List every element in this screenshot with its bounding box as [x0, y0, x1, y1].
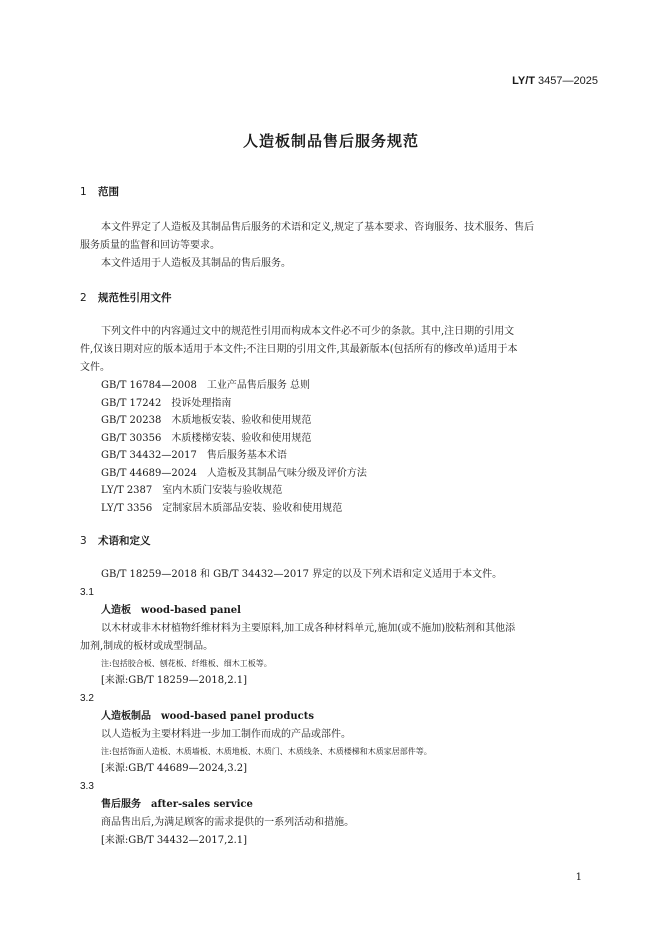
section-title: 术语和定义	[98, 535, 151, 547]
section-number: 3	[80, 535, 87, 547]
paragraph-line: 件,仅该日期对应的版本适用于本文件;不注日期的引用文件,其最新版本(包括所有的修改单)适用于本	[80, 344, 518, 355]
page-number: 1	[575, 872, 582, 883]
reference-name: 木质楼梯安装、验收和使用规范	[171, 432, 312, 444]
section-heading	[80, 290, 600, 305]
section-number: 1	[80, 186, 87, 198]
definition-line: 商品售出后,为满足顾客的需求提供的一系列活动和措施。	[101, 817, 355, 828]
section-title: 规范性引用文件	[98, 292, 172, 304]
reference-code: GB/T 44689—2024	[101, 467, 197, 479]
section-heading	[80, 184, 600, 199]
paragraph: 本文件适用于人造板及其制品的售后服务。	[101, 258, 291, 269]
term-note: 注:包括胶合板、刨花板、纤维板、细木工板等。	[101, 659, 272, 668]
paragraph-line: 本文件界定了人造板及其制品售后服务的术语和定义,规定了基本要求、咨询服务、技术服务、售后	[101, 222, 535, 233]
term-zh: 人造板制品	[101, 711, 151, 722]
term-entry	[80, 708, 600, 726]
term-en: wood-based panel	[141, 605, 241, 616]
standard-prefix: LY/T	[512, 75, 535, 87]
reference-code: GB/T 20238	[101, 415, 162, 426]
reference-code: LY/T 2387	[101, 485, 153, 496]
term-zh: 人造板	[101, 605, 131, 616]
term-entry	[80, 602, 600, 620]
section-title: 范围	[98, 186, 119, 198]
reference-code: GB/T 30356	[101, 432, 162, 444]
reference-item	[80, 395, 600, 413]
term-en: after-sales service	[151, 799, 253, 810]
term-note: 注:包括饰面人造板、木质墙板、木质地板、木质门、木质线条、木质楼梯和木质家居部件等。	[101, 747, 432, 756]
term-entry	[80, 796, 600, 814]
paragraph-line: 下列文件中的内容通过文中的规范性引用而构成本文件必不可少的条款。其中,注日期的引用文	[101, 326, 515, 337]
reference-name: 木质地板安装、验收和使用规范	[171, 415, 312, 426]
term-en: wood-based panel products	[161, 711, 314, 722]
page-title: 人造板制品售后服务规范	[242, 132, 419, 150]
reference-item	[80, 482, 600, 500]
reference-code: GB/T 17242	[101, 397, 162, 409]
section-2	[80, 290, 600, 305]
term-source: [来源:GB/T 18259—2018,2.1]	[101, 675, 248, 686]
standard-number	[512, 75, 598, 87]
reference-item	[80, 430, 600, 448]
term-number: 3.3	[80, 781, 94, 792]
standard-code: 3457—2025	[538, 75, 598, 87]
section-1	[80, 184, 600, 199]
definition-line: 加剂,制成的板材或成型制品。	[80, 641, 214, 652]
reference-item	[80, 412, 600, 430]
reference-code: GB/T 16784—2008	[101, 380, 197, 391]
section-3	[80, 533, 600, 548]
definition-line: 以人造板为主要材料进一步加工制作而成的产品或部件。	[101, 729, 351, 740]
reference-item	[80, 500, 600, 518]
reference-name: 售后服务基本术语	[206, 450, 287, 461]
reference-item	[80, 465, 600, 483]
definition-line: 以木材或非木材植物纤维材料为主要原料,加工成各种材料单元,施加(或不施加)胶粘剂和其他添	[101, 623, 516, 634]
section-number: 2	[80, 292, 87, 304]
reference-name: 室内木质门安装与验收规范	[162, 485, 283, 496]
term-zh: 售后服务	[101, 799, 141, 810]
reference-code: LY/T 3356	[101, 502, 153, 514]
section-3-body	[80, 566, 600, 850]
paragraph: GB/T 18259—2018 和 GB/T 34432—2017 界定的以及下列术语和定义适用于本文件。	[101, 569, 503, 580]
reference-name: 人造板及其制品气味分级及评价方法	[206, 467, 367, 479]
term-number: 3.2	[80, 693, 94, 704]
reference-list	[80, 377, 600, 517]
section-1-body	[80, 219, 600, 273]
term-number: 3.1	[80, 587, 94, 598]
term-source: [来源:GB/T 34432—2017,2.1]	[101, 835, 248, 846]
reference-item	[80, 447, 600, 465]
section-heading	[80, 533, 600, 548]
reference-name: 定制家居木质部品安装、验收和使用规范	[162, 502, 343, 514]
paragraph-line: 服务质量的监督和回访等要求。	[80, 240, 220, 251]
reference-name: 工业产品售后服务 总则	[206, 380, 311, 391]
paragraph-line: 文件。	[80, 362, 110, 373]
reference-item	[80, 377, 600, 395]
term-source: [来源:GB/T 44689—2024,3.2]	[101, 763, 248, 774]
reference-name: 投诉处理指南	[171, 397, 232, 409]
section-2-body	[80, 323, 600, 377]
reference-code: GB/T 34432—2017	[101, 450, 197, 461]
